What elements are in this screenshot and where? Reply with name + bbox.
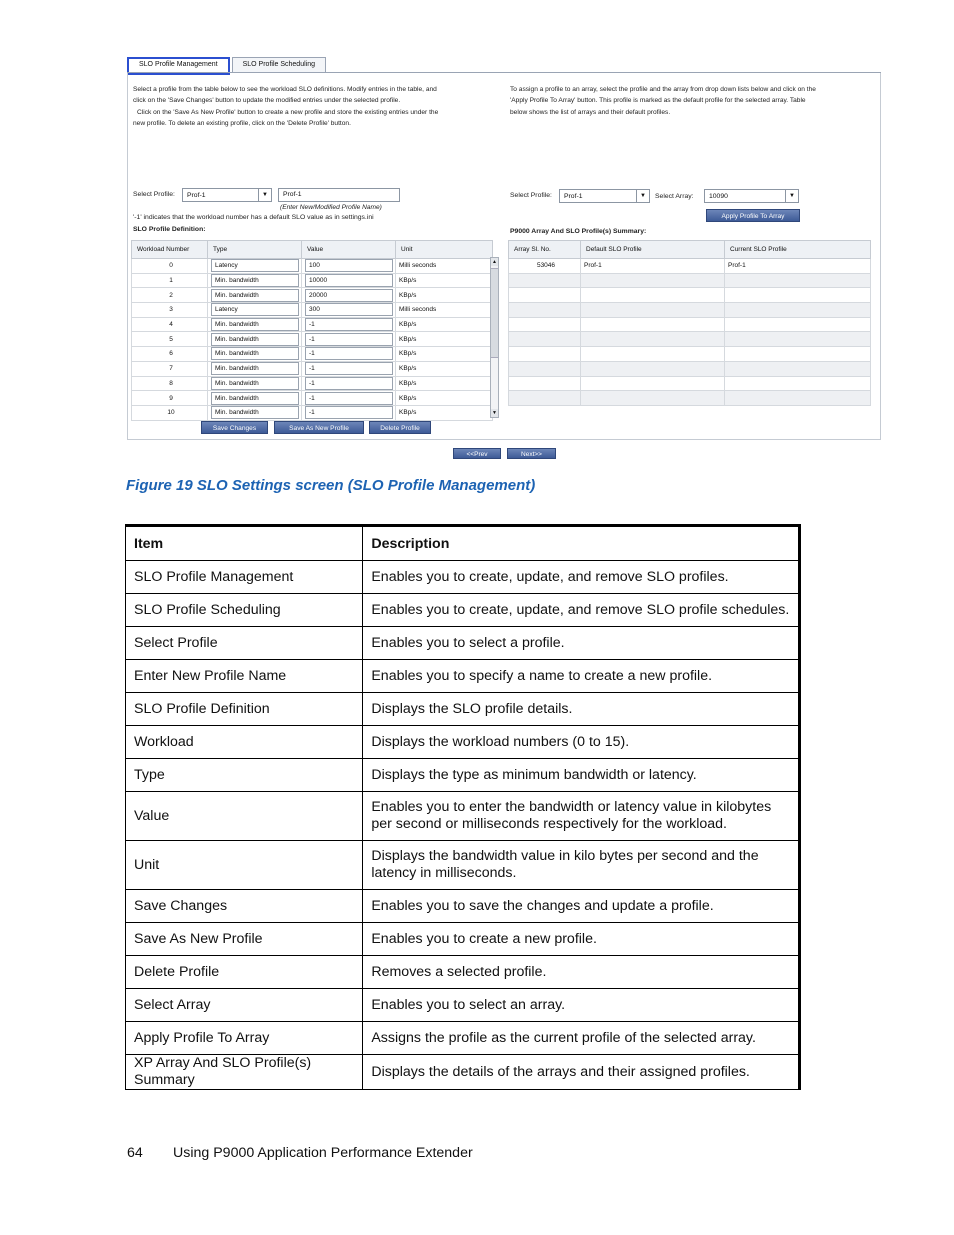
summary-cell bbox=[509, 361, 581, 376]
table-row[interactable] bbox=[132, 347, 493, 362]
value-cell bbox=[302, 317, 396, 332]
summary-cell bbox=[509, 317, 581, 332]
tab-slo-profile-management[interactable]: SLO Profile Management bbox=[127, 57, 230, 75]
summary-cell bbox=[509, 376, 581, 391]
scroll-up-icon[interactable]: ▲ bbox=[492, 259, 497, 265]
chevron-down-icon: ▼ bbox=[258, 189, 271, 201]
unit-cell: Milli seconds bbox=[396, 303, 493, 318]
workload-number-cell: 3 bbox=[132, 303, 208, 318]
table-row bbox=[126, 923, 800, 956]
item-cell: SLO Profile Scheduling bbox=[126, 594, 363, 627]
workload-number-cell: 9 bbox=[132, 391, 208, 406]
summary-cell bbox=[725, 288, 871, 303]
type-cell bbox=[208, 391, 302, 406]
summary-cell bbox=[581, 288, 725, 303]
type-input[interactable]: Min. bandwidth bbox=[211, 362, 299, 375]
workload-number-cell: 8 bbox=[132, 376, 208, 391]
slo-settings-screenshot bbox=[127, 57, 881, 440]
item-cell: Unit bbox=[126, 841, 363, 890]
value-input[interactable]: -1 bbox=[305, 318, 393, 331]
save-changes-button[interactable]: Save Changes bbox=[201, 421, 268, 434]
table-row bbox=[126, 726, 800, 759]
description-cell: Displays the bandwidth value in kilo bytes per second and the latency in milliseconds. bbox=[363, 841, 800, 890]
type-input[interactable]: Min. bandwidth bbox=[211, 392, 299, 405]
table-row bbox=[509, 273, 871, 288]
select-array-value: 10090 bbox=[709, 193, 728, 200]
column-header-description: Description bbox=[363, 526, 800, 561]
table-row bbox=[126, 561, 800, 594]
description-cell: Enables you to create, update, and remove SLO profile schedules. bbox=[363, 594, 800, 627]
workload-number-cell: 1 bbox=[132, 273, 208, 288]
summary-rows bbox=[509, 259, 871, 406]
scroll-thumb[interactable] bbox=[491, 268, 498, 358]
value-input[interactable]: 10000 bbox=[305, 274, 393, 287]
column-header: Array Sl. No. bbox=[509, 241, 581, 259]
summary-cell bbox=[581, 361, 725, 376]
table-row[interactable] bbox=[132, 405, 493, 420]
value-input[interactable]: -1 bbox=[305, 392, 393, 405]
instruction-line: 'Apply Profile To Array' button. This profile is marked as the default profile for the selected array. Table bbox=[510, 97, 806, 105]
definition-rows bbox=[132, 259, 493, 421]
type-cell bbox=[208, 361, 302, 376]
figure-caption: Figure 19 SLO Settings screen (SLO Profile Management) bbox=[126, 477, 536, 494]
workload-number-cell: 6 bbox=[132, 347, 208, 362]
unit-cell: KBp/s bbox=[396, 332, 493, 347]
delete-profile-button[interactable]: Delete Profile bbox=[369, 421, 431, 434]
table-row[interactable] bbox=[132, 391, 493, 406]
table-row bbox=[126, 759, 800, 792]
value-cell bbox=[302, 288, 396, 303]
summary-cell bbox=[509, 332, 581, 347]
item-cell: Save As New Profile bbox=[126, 923, 363, 956]
scroll-down-icon[interactable]: ▼ bbox=[492, 410, 497, 416]
table-row bbox=[126, 627, 800, 660]
summary-cell bbox=[509, 391, 581, 406]
instruction-line: below shows the list of arrays and their default profiles. bbox=[510, 108, 671, 116]
slo-definition-table bbox=[131, 240, 493, 421]
next-button[interactable]: Next>> bbox=[507, 448, 556, 459]
summary-cell bbox=[725, 391, 871, 406]
select-array-label: Select Array: bbox=[655, 193, 694, 200]
right-select-profile-label: Select Profile: bbox=[510, 192, 552, 199]
table-row[interactable] bbox=[509, 259, 871, 274]
select-profile-label: Select Profile: bbox=[133, 191, 175, 198]
chevron-down-icon: ▼ bbox=[785, 190, 798, 202]
summary-cell bbox=[725, 317, 871, 332]
table-row bbox=[509, 347, 871, 362]
table-row bbox=[126, 693, 800, 726]
array-summary-table bbox=[508, 240, 871, 406]
apply-profile-to-array-button[interactable]: Apply Profile To Array bbox=[706, 209, 800, 222]
table-row bbox=[509, 332, 871, 347]
column-header: Unit bbox=[396, 241, 493, 259]
summary-cell bbox=[725, 347, 871, 362]
instruction-line: new profile. To delete an existing profile, click on the 'Delete Profile' button. bbox=[133, 120, 351, 128]
item-cell: Type bbox=[126, 759, 363, 792]
value-input[interactable]: -1 bbox=[305, 333, 393, 346]
definition-heading: SLO Profile Definition: bbox=[133, 226, 206, 233]
description-cell: Removes a selected profile. bbox=[363, 956, 800, 989]
unit-cell: KBp/s bbox=[396, 317, 493, 332]
table-row bbox=[126, 1055, 800, 1090]
footer-title: Using P9000 Application Performance Extender bbox=[173, 1145, 473, 1161]
summary-cell bbox=[581, 303, 725, 318]
right-instructions bbox=[510, 84, 816, 118]
type-cell bbox=[208, 405, 302, 420]
summary-cell bbox=[725, 376, 871, 391]
description-cell: Displays the type as minimum bandwidth or latency. bbox=[363, 759, 800, 792]
column-header: Value bbox=[302, 241, 396, 259]
definition-header-row bbox=[132, 241, 493, 259]
type-input[interactable]: Latency bbox=[211, 303, 299, 316]
description-cell: Enables you to select a profile. bbox=[363, 627, 800, 660]
type-input[interactable]: Min. bandwidth bbox=[211, 274, 299, 287]
table-row bbox=[126, 594, 800, 627]
instruction-line: click on the 'Save Changes' button to update the modified entries under the selected profile. bbox=[133, 97, 401, 105]
unit-cell: KBp/s bbox=[396, 288, 493, 303]
workload-number-cell: 7 bbox=[132, 361, 208, 376]
summary-cell bbox=[581, 273, 725, 288]
item-cell: Apply Profile To Array bbox=[126, 1022, 363, 1055]
description-cell: Displays the details of the arrays and their assigned profiles. bbox=[363, 1055, 800, 1090]
table-row bbox=[126, 890, 800, 923]
summary-cell: 53046 bbox=[509, 259, 581, 274]
type-input[interactable]: Latency bbox=[211, 259, 299, 272]
type-cell bbox=[208, 317, 302, 332]
value-cell bbox=[302, 303, 396, 318]
description-cell: Enables you to save the changes and update a profile. bbox=[363, 890, 800, 923]
right-select-profile-dropdown[interactable] bbox=[559, 189, 650, 203]
instruction-line: Click on the 'Save As New Profile' button to create a new profile and store the existing entries under the bbox=[137, 108, 439, 116]
value-input[interactable]: 100 bbox=[305, 259, 393, 272]
item-cell: Select Profile bbox=[126, 627, 363, 660]
unit-cell: KBp/s bbox=[396, 391, 493, 406]
type-input[interactable]: Min. bandwidth bbox=[211, 318, 299, 331]
value-input[interactable]: -1 bbox=[305, 347, 393, 360]
table-header-row bbox=[126, 526, 800, 561]
value-input[interactable]: 300 bbox=[305, 303, 393, 316]
summary-cell bbox=[509, 303, 581, 318]
workload-number-cell: 0 bbox=[132, 259, 208, 274]
item-cell: Value bbox=[126, 792, 363, 841]
new-profile-name-input[interactable]: Prof-1 bbox=[278, 188, 400, 202]
description-cell: Enables you to specify a name to create a new profile. bbox=[363, 660, 800, 693]
item-cell: Enter New Profile Name bbox=[126, 660, 363, 693]
type-input[interactable]: Min. bandwidth bbox=[211, 289, 299, 302]
unit-cell: KBp/s bbox=[396, 376, 493, 391]
table-row[interactable] bbox=[132, 317, 493, 332]
type-input[interactable]: Min. bandwidth bbox=[211, 406, 299, 419]
new-profile-hint: (Enter New/Modified Profile Name) bbox=[280, 204, 382, 211]
unit-cell: KBp/s bbox=[396, 405, 493, 420]
column-header: Workload Number bbox=[132, 241, 208, 259]
unit-cell: KBp/s bbox=[396, 273, 493, 288]
table-row bbox=[126, 792, 800, 841]
value-cell bbox=[302, 273, 396, 288]
type-cell bbox=[208, 273, 302, 288]
table-row bbox=[126, 989, 800, 1022]
value-input[interactable]: -1 bbox=[305, 377, 393, 390]
item-cell: Delete Profile bbox=[126, 956, 363, 989]
table-row[interactable] bbox=[132, 273, 493, 288]
value-cell bbox=[302, 376, 396, 391]
summary-cell bbox=[509, 273, 581, 288]
column-header: Current SLO Profile bbox=[725, 241, 871, 259]
table-row bbox=[509, 288, 871, 303]
value-cell bbox=[302, 405, 396, 420]
type-input[interactable]: Min. bandwidth bbox=[211, 377, 299, 390]
tab-slo-profile-scheduling[interactable]: SLO Profile Scheduling bbox=[232, 57, 326, 73]
page-number: 64 bbox=[127, 1145, 143, 1161]
summary-cell: Prof-1 bbox=[725, 259, 871, 274]
table-row bbox=[126, 841, 800, 890]
type-input[interactable]: Min. bandwidth bbox=[211, 347, 299, 360]
table-row bbox=[509, 376, 871, 391]
table-row bbox=[126, 956, 800, 989]
table-row bbox=[126, 660, 800, 693]
type-cell bbox=[208, 332, 302, 347]
unit-cell: KBp/s bbox=[396, 361, 493, 376]
workload-number-cell: 5 bbox=[132, 332, 208, 347]
summary-cell bbox=[581, 332, 725, 347]
instruction-line: To assign a profile to an array, select the profile and the array from drop down lists below and click on the bbox=[510, 86, 816, 93]
type-input[interactable]: Min. bandwidth bbox=[211, 333, 299, 346]
value-cell bbox=[302, 259, 396, 274]
tab-bar bbox=[127, 57, 328, 73]
table-row bbox=[509, 303, 871, 318]
type-cell bbox=[208, 259, 302, 274]
item-description-table bbox=[125, 524, 801, 1090]
summary-cell bbox=[725, 273, 871, 288]
table-row[interactable] bbox=[132, 332, 493, 347]
value-input[interactable]: -1 bbox=[305, 362, 393, 375]
description-cell: Enables you to enter the bandwidth or latency value in kilobytes per second or milliseconds respectively for the workload. bbox=[363, 792, 800, 841]
description-cell: Enables you to create, update, and remove SLO profiles. bbox=[363, 561, 800, 594]
type-cell bbox=[208, 288, 302, 303]
table-row bbox=[509, 317, 871, 332]
value-cell bbox=[302, 332, 396, 347]
table-row[interactable] bbox=[132, 361, 493, 376]
select-profile-dropdown[interactable] bbox=[182, 188, 272, 202]
description-cell: Enables you to create a new profile. bbox=[363, 923, 800, 956]
table-row bbox=[126, 1022, 800, 1055]
summary-cell bbox=[509, 288, 581, 303]
type-cell bbox=[208, 347, 302, 362]
table-row bbox=[509, 391, 871, 406]
workload-number-cell: 4 bbox=[132, 317, 208, 332]
item-cell: Save Changes bbox=[126, 890, 363, 923]
summary-cell bbox=[725, 332, 871, 347]
instruction-line: Select a profile from the table below to see the workload SLO definitions. Modify entries in the table, and bbox=[133, 86, 437, 93]
summary-cell bbox=[581, 317, 725, 332]
type-cell bbox=[208, 303, 302, 318]
value-cell bbox=[302, 361, 396, 376]
chevron-down-icon: ▼ bbox=[636, 190, 649, 202]
table-row[interactable] bbox=[132, 303, 493, 318]
page-footer bbox=[127, 1145, 473, 1161]
save-as-new-profile-button[interactable]: Save As New Profile bbox=[274, 421, 364, 434]
value-input[interactable]: -1 bbox=[305, 406, 393, 419]
item-cell: Workload bbox=[126, 726, 363, 759]
right-select-profile-value: Prof-1 bbox=[564, 193, 583, 200]
select-array-dropdown[interactable] bbox=[704, 189, 799, 203]
description-rows bbox=[126, 561, 800, 1090]
summary-cell bbox=[581, 376, 725, 391]
definition-scrollbar[interactable] bbox=[490, 257, 499, 418]
select-profile-value: Prof-1 bbox=[187, 192, 206, 199]
column-header-item: Item bbox=[126, 526, 363, 561]
table-row[interactable] bbox=[132, 259, 493, 274]
column-header: Type bbox=[208, 241, 302, 259]
column-header: Default SLO Profile bbox=[581, 241, 725, 259]
summary-cell bbox=[509, 347, 581, 362]
profile-panel bbox=[127, 73, 881, 440]
description-cell: Assigns the profile as the current profile of the selected array. bbox=[363, 1022, 800, 1055]
workload-number-cell: 2 bbox=[132, 288, 208, 303]
value-input[interactable]: 20000 bbox=[305, 289, 393, 302]
summary-cell: Prof-1 bbox=[581, 259, 725, 274]
item-cell: SLO Profile Management bbox=[126, 561, 363, 594]
summary-heading: P9000 Array And SLO Profile(s) Summary: bbox=[510, 228, 647, 235]
workload-number-cell: 10 bbox=[132, 405, 208, 420]
unit-cell: KBp/s bbox=[396, 347, 493, 362]
item-cell: XP Array And SLO Profile(s) Summary bbox=[126, 1055, 363, 1090]
value-cell bbox=[302, 391, 396, 406]
summary-cell bbox=[581, 391, 725, 406]
type-cell bbox=[208, 376, 302, 391]
summary-header-row bbox=[509, 241, 871, 259]
left-instructions bbox=[133, 84, 438, 130]
description-cell: Displays the SLO profile details. bbox=[363, 693, 800, 726]
table-row[interactable] bbox=[132, 288, 493, 303]
table-row bbox=[509, 361, 871, 376]
item-cell: SLO Profile Definition bbox=[126, 693, 363, 726]
item-cell: Select Array bbox=[126, 989, 363, 1022]
value-cell bbox=[302, 347, 396, 362]
prev-button[interactable]: <<Prev bbox=[453, 448, 501, 459]
default-value-note: '-1' indicates that the workload number has a default SLO value as in settings.ini bbox=[133, 214, 374, 221]
table-row[interactable] bbox=[132, 376, 493, 391]
description-cell: Displays the workload numbers (0 to 15). bbox=[363, 726, 800, 759]
description-cell: Enables you to select an array. bbox=[363, 989, 800, 1022]
unit-cell: Milli seconds bbox=[396, 259, 493, 274]
summary-cell bbox=[725, 303, 871, 318]
summary-cell bbox=[725, 361, 871, 376]
summary-cell bbox=[581, 347, 725, 362]
